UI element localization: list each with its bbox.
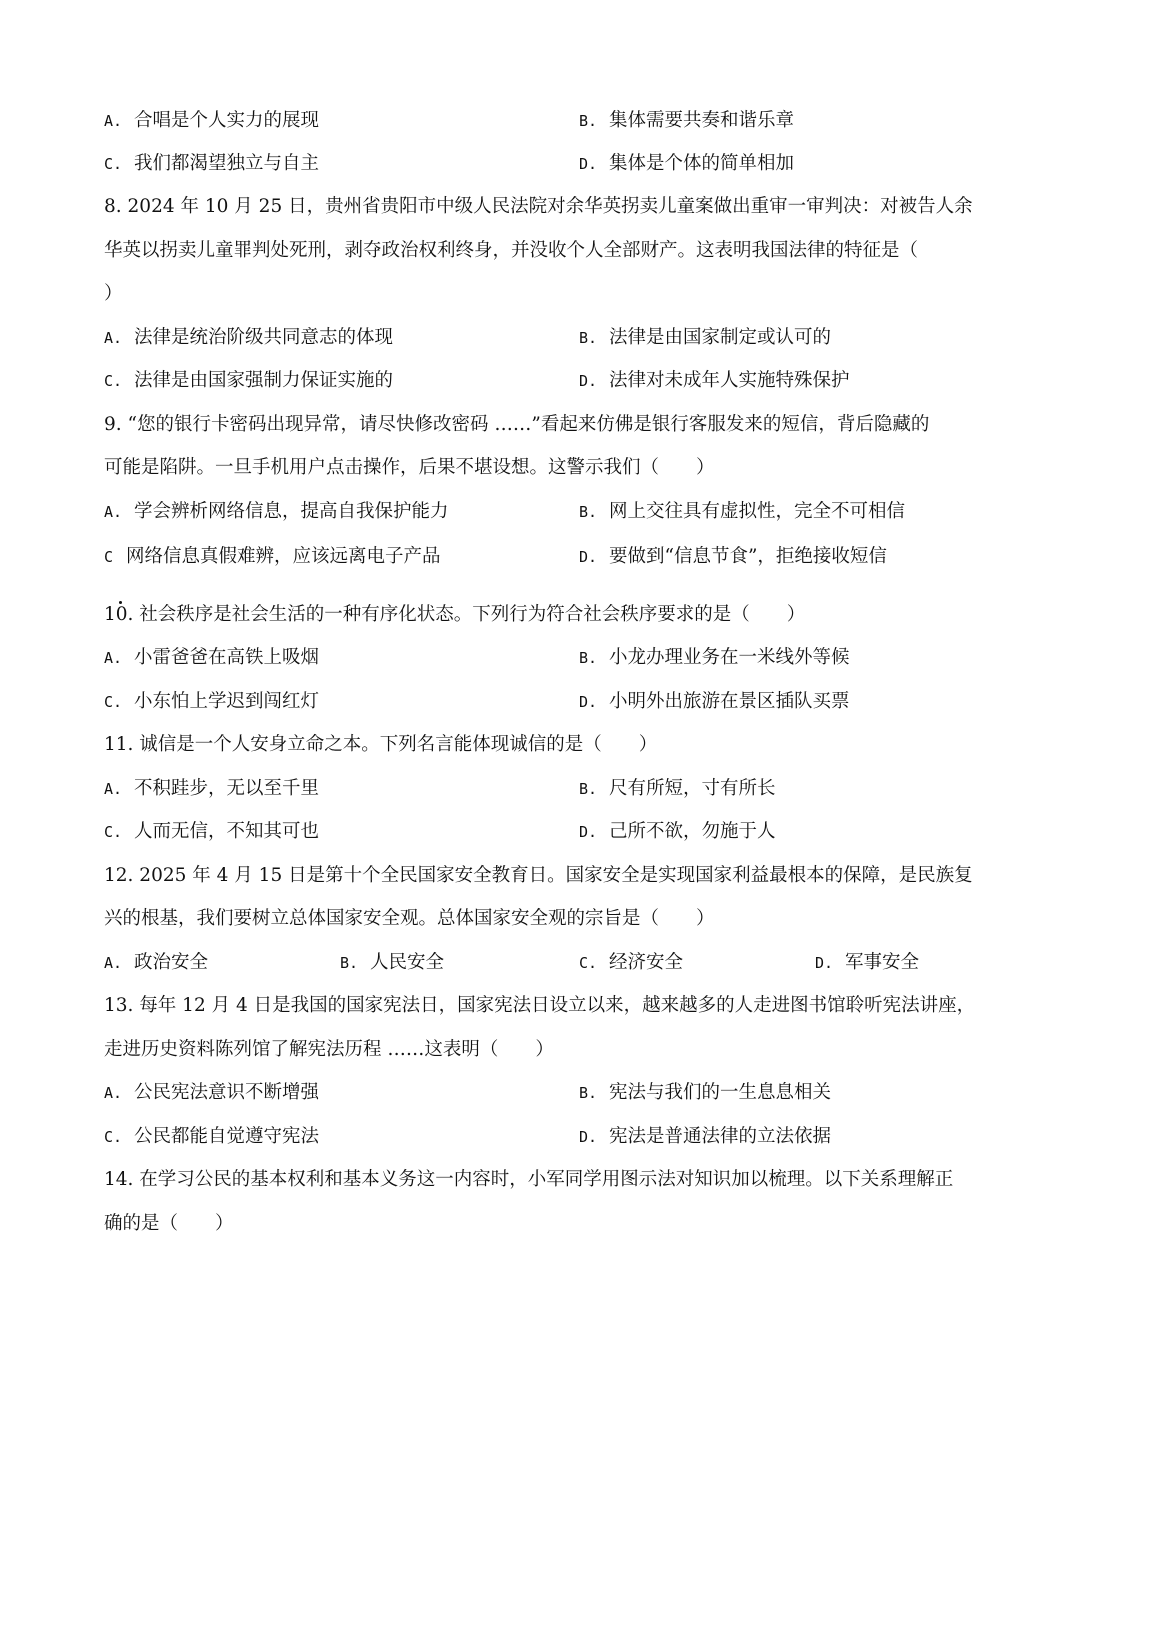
q13-stem-line-2: 走进历史资料陈列馆了解宪法历程 ……这表明（ ） bbox=[104, 1039, 554, 1060]
q11-option-b bbox=[579, 776, 776, 802]
option-text: 法律是由国家强制力保证实施的 bbox=[134, 370, 394, 391]
q11-option-d bbox=[579, 819, 776, 845]
option-text: 政治安全 bbox=[134, 952, 209, 973]
q7-option-b bbox=[579, 108, 794, 134]
option-text: 人而无信，不知其可也 bbox=[134, 821, 320, 842]
option-label: D. bbox=[579, 823, 598, 841]
q10-option-a bbox=[104, 645, 319, 671]
q13-stem-line-1: 13. 每年 12 月 4 日是我国的国家宪法日，国家宪法日设立以来，越来越多的人走进图书馆聆听宪法讲座， bbox=[104, 995, 976, 1016]
q12-option-c bbox=[579, 950, 683, 976]
option-label: B. bbox=[579, 329, 598, 347]
option-label: A. bbox=[104, 112, 123, 130]
q8-option-a bbox=[104, 325, 393, 351]
q12-option-d bbox=[815, 950, 919, 976]
q7-option-a bbox=[104, 108, 319, 134]
option-label: C. bbox=[104, 155, 123, 173]
option-text: 我们都渴望独立与自主 bbox=[134, 153, 320, 174]
q13-option-a bbox=[104, 1080, 319, 1106]
q9-stem-line-1: 9. “您的银行卡密码出现异常，请尽快修改密码 ……”看起来仿佛是银行客服发来的短信，背后隐藏的 bbox=[104, 414, 930, 435]
option-label: C bbox=[104, 548, 114, 566]
q9-option-d bbox=[579, 544, 887, 570]
option-text: 小东怕上学迟到闯红灯 bbox=[134, 691, 320, 712]
option-label: B. bbox=[340, 954, 359, 972]
option-text: 集体是个体的简单相加 bbox=[609, 153, 795, 174]
option-text: 小龙办理业务在一米线外等候 bbox=[609, 647, 850, 668]
q9-option-a bbox=[104, 499, 449, 525]
q13-option-d bbox=[579, 1124, 831, 1150]
option-text: 经济安全 bbox=[609, 952, 684, 973]
option-label: D. bbox=[579, 1128, 598, 1146]
q12-option-b bbox=[340, 950, 444, 976]
q7-option-c bbox=[104, 151, 319, 177]
option-label: D. bbox=[579, 155, 598, 173]
q11-option-a bbox=[104, 776, 319, 802]
option-label: C. bbox=[104, 693, 123, 711]
option-text: 宪法与我们的一生息息相关 bbox=[609, 1082, 832, 1103]
q14-stem-line-2: 确的是（ ） bbox=[104, 1213, 234, 1234]
option-label: A. bbox=[104, 1084, 123, 1102]
option-label: C. bbox=[579, 954, 598, 972]
q7-option-d bbox=[579, 151, 794, 177]
option-text: 人民安全 bbox=[370, 952, 445, 973]
option-label: D. bbox=[579, 548, 598, 566]
option-text: 尺有所短，寸有所长 bbox=[609, 778, 776, 799]
q8-stem-line-3: ） bbox=[104, 283, 123, 304]
q12-stem-line-2: 兴的根基，我们要树立总体国家安全观。总体国家安全观的宗旨是（ ） bbox=[104, 908, 715, 929]
option-label: A. bbox=[104, 780, 123, 798]
q10-option-c bbox=[104, 689, 319, 715]
option-text: 小明外出旅游在景区插队买票 bbox=[609, 691, 850, 712]
option-label: C. bbox=[104, 372, 123, 390]
q8-option-d bbox=[579, 368, 850, 394]
option-text: 网络信息真假难辨，应该远离电子产品 bbox=[126, 546, 441, 567]
q12-option-a bbox=[104, 950, 208, 976]
q9-stem-line-2: 可能是陷阱。一旦手机用户点击操作，后果不堪设想。这警示我们（ ） bbox=[104, 457, 715, 478]
option-label: A. bbox=[104, 503, 123, 521]
option-text: 合唱是个人实力的展现 bbox=[134, 110, 320, 131]
q9-option-c bbox=[104, 544, 441, 570]
option-text: 集体需要共奏和谐乐章 bbox=[609, 110, 795, 131]
q9-option-b bbox=[579, 499, 905, 525]
option-label: D. bbox=[579, 693, 598, 711]
option-label: B. bbox=[579, 503, 598, 521]
q10-option-b bbox=[579, 645, 850, 671]
q8-stem-line-1: 8. 2024 年 10 月 25 日，贵州省贵阳市中级人民法院对余华英拐卖儿童案做出重审一审判决：对被告人余 bbox=[104, 196, 973, 217]
q10-option-d bbox=[579, 689, 850, 715]
option-label: A. bbox=[104, 329, 123, 347]
q11-stem-line-1: 11. 诚信是一个人安身立命之本。下列名言能体现诚信的是（ ） bbox=[104, 734, 658, 755]
option-text: 法律对未成年人实施特殊保护 bbox=[609, 370, 850, 391]
q8-option-c bbox=[104, 368, 393, 394]
option-label: D. bbox=[579, 372, 598, 390]
option-text: 军事安全 bbox=[845, 952, 920, 973]
option-label: D. bbox=[815, 954, 834, 972]
option-text: 小雷爸爸在高铁上吸烟 bbox=[134, 647, 320, 668]
q11-option-c bbox=[104, 819, 319, 845]
option-text: 公民宪法意识不断增强 bbox=[134, 1082, 320, 1103]
option-text: 公民都能自觉遵守宪法 bbox=[134, 1126, 320, 1147]
option-text: 法律是由国家制定或认可的 bbox=[609, 327, 832, 348]
option-text: 法律是统治阶级共同意志的体现 bbox=[134, 327, 394, 348]
q12-stem-line-1: 12. 2025 年 4 月 15 日是第十个全民国家安全教育日。国家安全是实现国家利益最根本的保障，是民族复 bbox=[104, 865, 973, 886]
option-label: C. bbox=[104, 1128, 123, 1146]
option-label: B. bbox=[579, 112, 598, 130]
option-label: B. bbox=[579, 1084, 598, 1102]
option-text: 要做到“信息节食”，拒绝接收短信 bbox=[609, 546, 887, 567]
option-text: 己所不欲，勿施于人 bbox=[609, 821, 776, 842]
q10-stem-line-1: 10. 社会秩序是社会生活的一种有序化状态。下列行为符合社会秩序要求的是（ ） bbox=[104, 604, 806, 625]
q13-option-c bbox=[104, 1124, 319, 1150]
option-text: 学会辨析网络信息，提高自我保护能力 bbox=[134, 501, 449, 522]
q14-stem-line-1: 14. 在学习公民的基本权利和基本义务这一内容时，小军同学用图示法对知识加以梳理。以下关系理解正 bbox=[104, 1169, 954, 1190]
option-text: 不积跬步，无以至千里 bbox=[134, 778, 320, 799]
option-label: B. bbox=[579, 649, 598, 667]
q8-option-b bbox=[579, 325, 831, 351]
q13-option-b bbox=[579, 1080, 831, 1106]
option-label: A. bbox=[104, 649, 123, 667]
option-label: C. bbox=[104, 823, 123, 841]
option-text: 宪法是普通法律的立法依据 bbox=[609, 1126, 832, 1147]
option-label: A. bbox=[104, 954, 123, 972]
option-text: 网上交往具有虚拟性，完全不可相信 bbox=[609, 501, 906, 522]
option-label: B. bbox=[579, 780, 598, 798]
q8-stem-line-2: 华英以拐卖儿童罪判处死刑，剥夺政治权利终身，并没收个人全部财产。这表明我国法律的特征是（ bbox=[104, 240, 919, 261]
